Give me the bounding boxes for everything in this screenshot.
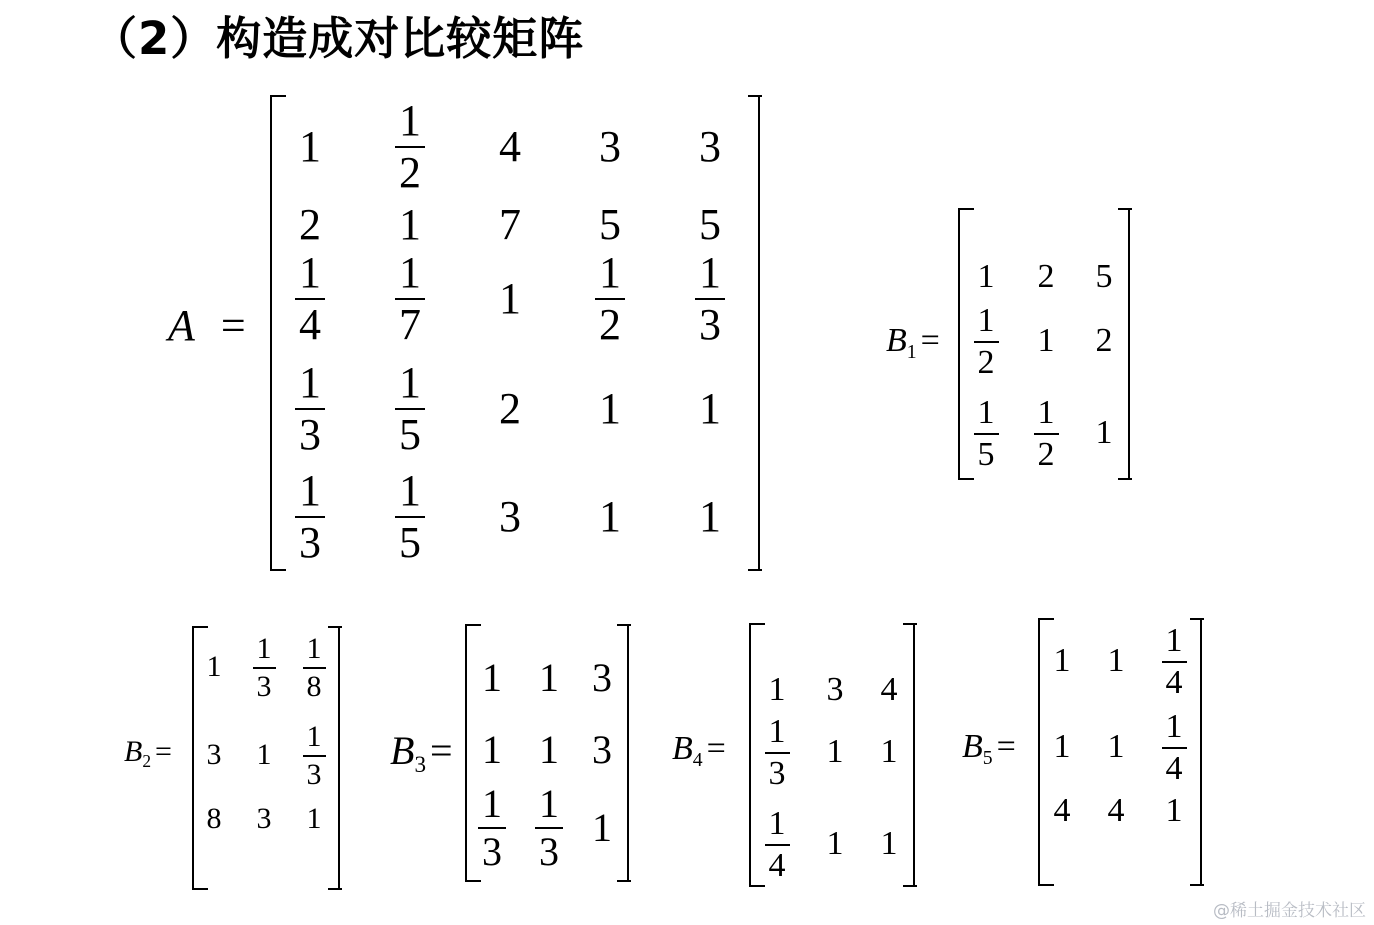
matrix-value: 1 (1095, 413, 1113, 451)
fraction (303, 634, 326, 702)
fraction (535, 781, 563, 874)
bracket-serif (751, 885, 765, 887)
fraction (974, 304, 999, 380)
fraction-denominator: 8 (306, 670, 322, 703)
bracket-serif (748, 95, 762, 97)
matrix-cell (859, 671, 919, 709)
matrix-cell (284, 634, 344, 702)
matrix-value: 8 (206, 802, 222, 835)
matrix-value: 3 (256, 802, 272, 835)
matrix-value: 3 (206, 738, 222, 771)
matrix-cell (680, 121, 740, 172)
matrix-cell (1144, 624, 1204, 700)
equals-sign: = (706, 730, 726, 767)
equals-sign: = (155, 735, 172, 768)
matrix-cell (1086, 728, 1146, 766)
matrix-symbol: B (962, 728, 983, 765)
matrix-subscript: 3 (414, 752, 427, 779)
fraction (1034, 396, 1059, 472)
fraction (395, 466, 425, 567)
matrix-value: 4 (499, 121, 521, 171)
matrix-value: 1 (399, 199, 421, 249)
bracket-serif (1190, 618, 1204, 620)
fraction (1162, 710, 1187, 786)
bracket-serif (194, 888, 208, 890)
matrix-value: 5 (699, 199, 721, 249)
fraction-numerator: 1 (1165, 708, 1183, 745)
equals-sign: = (220, 301, 246, 350)
matrix-cell (956, 396, 1016, 472)
bracket-serif (960, 208, 974, 210)
matrix-value: 1 (699, 491, 721, 541)
bracket-serif (751, 623, 765, 625)
matrix-cell (380, 466, 440, 567)
fraction-numerator: 1 (306, 720, 322, 753)
matrix-cell (1032, 728, 1092, 766)
bracket-serif (328, 626, 342, 628)
matrix-value: 1 (1107, 727, 1125, 765)
matrix-value: 1 (880, 732, 898, 770)
fraction-numerator: 1 (768, 805, 786, 842)
matrix-value: 2 (1037, 257, 1055, 295)
fraction-numerator: 1 (399, 358, 421, 407)
matrix-cell (580, 248, 640, 349)
matrix-cell (462, 781, 522, 874)
matrix-value: 1 (1107, 641, 1125, 679)
bracket-serif (1040, 884, 1054, 886)
fraction-denominator: 4 (1165, 664, 1183, 701)
bracket-serif (328, 888, 342, 890)
matrix-cell (859, 825, 919, 863)
matrix-cell (462, 654, 522, 701)
bracket-serif (617, 880, 631, 882)
equals-sign: = (996, 728, 1016, 765)
matrix-cell (805, 671, 865, 709)
matrix-value: 1 (306, 802, 322, 835)
matrix-value: 5 (599, 199, 621, 249)
fraction-numerator: 1 (399, 248, 421, 297)
fraction-denominator: 2 (399, 148, 421, 197)
matrix-cell (380, 96, 440, 197)
matrix-cell (280, 121, 340, 172)
matrix-value: 4 (1053, 791, 1071, 829)
fraction-denominator: 3 (699, 300, 721, 349)
fraction-denominator: 2 (977, 344, 995, 381)
matrix-cell (747, 807, 807, 883)
matrix-symbol: B (672, 730, 693, 767)
fraction-bar (1162, 661, 1187, 663)
matrix-cell (747, 671, 807, 709)
matrix-cell (1016, 258, 1076, 296)
matrix-cell (572, 804, 632, 851)
fraction-denominator: 3 (256, 670, 272, 703)
fraction-bar (253, 667, 276, 669)
watermark-text: @稀土掘金技术社区 (1213, 901, 1366, 921)
matrix-cell (1144, 710, 1204, 786)
matrix-value: 3 (499, 491, 521, 541)
matrix-cell (480, 121, 540, 172)
fraction (765, 807, 790, 883)
matrix-symbol: A (168, 301, 195, 350)
fraction-denominator: 3 (768, 755, 786, 792)
fraction (974, 396, 999, 472)
matrix-cell (680, 383, 740, 434)
bracket-serif (1118, 478, 1132, 480)
matrix-value: 1 (299, 121, 321, 171)
matrix-value: 5 (1095, 257, 1113, 295)
fraction-numerator: 1 (399, 466, 421, 515)
matrix-cell (1074, 414, 1134, 452)
matrix-cell (572, 654, 632, 701)
fraction (695, 248, 725, 349)
matrix-value: 1 (206, 650, 222, 683)
fraction-numerator: 1 (482, 781, 502, 826)
fraction (395, 96, 425, 197)
matrix-cell (280, 199, 340, 250)
matrix-cell (519, 726, 579, 773)
matrix-cell (580, 491, 640, 542)
bracket-serif (1190, 884, 1204, 886)
matrix-cell (956, 258, 1016, 296)
fraction-bar (1162, 747, 1187, 749)
matrix-cell (680, 491, 740, 542)
matrix-value: 1 (539, 727, 559, 772)
matrix-cell (280, 248, 340, 349)
fraction-numerator: 1 (299, 466, 321, 515)
matrix-value: 1 (880, 824, 898, 862)
bracket-serif (748, 569, 762, 571)
fraction-denominator: 7 (399, 300, 421, 349)
fraction-numerator: 1 (1037, 394, 1055, 431)
matrix-value: 4 (880, 670, 898, 708)
bracket-serif (272, 569, 286, 571)
fraction-bar (303, 667, 326, 669)
fraction-numerator: 1 (256, 632, 272, 665)
matrix-cell (1086, 792, 1146, 830)
fraction-bar (303, 755, 326, 757)
matrix-value: 3 (699, 121, 721, 171)
matrix-cell (747, 715, 807, 791)
fraction-bar (765, 844, 790, 846)
matrix-value: 1 (826, 824, 844, 862)
matrix-cell (380, 248, 440, 349)
fraction (253, 634, 276, 702)
fraction (295, 248, 325, 349)
matrix-cell (956, 304, 1016, 380)
matrix-cell (280, 358, 340, 459)
matrix-subscript: 5 (982, 746, 993, 769)
matrix-cell (805, 733, 865, 771)
fraction-numerator: 1 (977, 394, 995, 431)
matrix-cell (572, 726, 632, 773)
matrix-value: 1 (599, 491, 621, 541)
bracket-serif (467, 624, 481, 626)
fraction-bar (1034, 433, 1059, 435)
matrix-value: 7 (499, 199, 521, 249)
fraction-denominator: 4 (299, 300, 321, 349)
equals-sign: = (920, 322, 940, 359)
fraction-denominator: 3 (299, 410, 321, 459)
fraction (295, 358, 325, 459)
matrix-cell (480, 273, 540, 324)
matrix-value: 1 (1037, 321, 1055, 359)
matrix-value: 1 (599, 383, 621, 433)
matrix-cell (462, 726, 522, 773)
matrix-subscript: 4 (692, 748, 703, 771)
section-heading: （2）构造成对比较矩阵 (92, 12, 585, 65)
fraction (295, 466, 325, 567)
matrix-symbol: B (390, 728, 415, 773)
fraction-numerator: 1 (299, 358, 321, 407)
bracket-serif (1118, 208, 1132, 210)
matrix-cell (680, 248, 740, 349)
fraction-denominator: 4 (1165, 750, 1183, 787)
fraction-numerator: 1 (977, 302, 995, 339)
bracket-serif (194, 626, 208, 628)
fraction-bar (974, 341, 999, 343)
matrix-label-b3 (390, 727, 453, 779)
matrix-value: 1 (826, 732, 844, 770)
matrix-cell (380, 358, 440, 459)
matrix-value: 2 (299, 199, 321, 249)
matrix-value: 2 (499, 383, 521, 433)
matrix-value: 3 (826, 670, 844, 708)
fraction-denominator: 2 (599, 300, 621, 349)
matrix-value: 1 (482, 655, 502, 700)
fraction-numerator: 1 (306, 632, 322, 665)
equals-sign: = (430, 728, 453, 773)
matrix-cell (284, 802, 344, 836)
fraction-denominator: 3 (539, 829, 559, 874)
fraction-bar (765, 752, 790, 754)
fraction-denominator: 2 (1037, 436, 1055, 473)
bracket-serif (617, 624, 631, 626)
bracket-serif (272, 95, 286, 97)
matrix-cell (580, 121, 640, 172)
fraction-numerator: 1 (539, 781, 559, 826)
fraction (395, 248, 425, 349)
fraction-denominator: 5 (399, 518, 421, 567)
fraction (1162, 624, 1187, 700)
matrix-value: 1 (1165, 791, 1183, 829)
matrix-value: 1 (482, 727, 502, 772)
fraction-numerator: 1 (768, 713, 786, 750)
matrix-cell (519, 781, 579, 874)
matrix-label-a (168, 300, 246, 351)
fraction-numerator: 1 (1165, 622, 1183, 659)
bracket-serif (960, 478, 974, 480)
fraction-denominator: 3 (299, 518, 321, 567)
matrix-value: 1 (977, 257, 995, 295)
matrix-cell (580, 383, 640, 434)
matrix-value: 1 (768, 670, 786, 708)
fraction-denominator: 3 (306, 758, 322, 791)
matrix-cell (859, 733, 919, 771)
matrix-value: 1 (1053, 727, 1071, 765)
matrix-value: 3 (599, 121, 621, 171)
matrix-cell (580, 199, 640, 250)
matrix-value: 1 (1053, 641, 1071, 679)
fraction-bar (974, 433, 999, 435)
matrix-cell (1032, 642, 1092, 680)
matrix-value: 4 (1107, 791, 1125, 829)
bracket-serif (1040, 618, 1054, 620)
matrix-value: 1 (499, 273, 521, 323)
fraction-numerator: 1 (599, 248, 621, 297)
matrix-cell (1074, 258, 1134, 296)
fraction (395, 358, 425, 459)
matrix-cell (1016, 322, 1076, 360)
matrix-value: 1 (539, 655, 559, 700)
fraction-numerator: 1 (399, 96, 421, 145)
matrix-value: 1 (592, 805, 612, 850)
matrix-symbol: B (886, 322, 907, 359)
matrix-cell (280, 466, 340, 567)
matrix-cell (805, 825, 865, 863)
matrix-value: 3 (592, 727, 612, 772)
matrix-symbol: B (124, 735, 143, 768)
matrix-label-b4 (672, 730, 726, 772)
matrix-value: 1 (699, 383, 721, 433)
matrix-cell (380, 199, 440, 250)
matrix-value: 3 (592, 655, 612, 700)
fraction (303, 722, 326, 790)
fraction (478, 781, 506, 874)
matrix-cell (480, 491, 540, 542)
matrix-cell (1086, 642, 1146, 680)
bracket-serif (467, 880, 481, 882)
fraction (765, 715, 790, 791)
matrix-cell (680, 199, 740, 250)
matrix-value: 2 (1095, 321, 1113, 359)
matrix-cell (480, 383, 540, 434)
fraction-denominator: 3 (482, 829, 502, 874)
fraction-numerator: 1 (299, 248, 321, 297)
matrix-subscript: 1 (906, 340, 917, 363)
matrix-cell (519, 654, 579, 701)
bracket-serif (903, 885, 917, 887)
matrix-value: 1 (256, 738, 272, 771)
matrix-cell (1032, 792, 1092, 830)
fraction-numerator: 1 (699, 248, 721, 297)
matrix-label-b1 (886, 322, 940, 364)
bracket-serif (903, 623, 917, 625)
fraction-denominator: 4 (768, 847, 786, 884)
matrix-cell (1016, 396, 1076, 472)
matrix-label-b2 (124, 735, 172, 772)
fraction-denominator: 5 (399, 410, 421, 459)
fraction-denominator: 5 (977, 436, 995, 473)
matrix-label-b5 (962, 728, 1016, 770)
matrix-cell (1074, 322, 1134, 360)
fraction (595, 248, 625, 349)
matrix-cell (1144, 792, 1204, 830)
matrix-subscript: 2 (142, 751, 152, 772)
matrix-cell (284, 722, 344, 790)
matrix-cell (480, 199, 540, 250)
